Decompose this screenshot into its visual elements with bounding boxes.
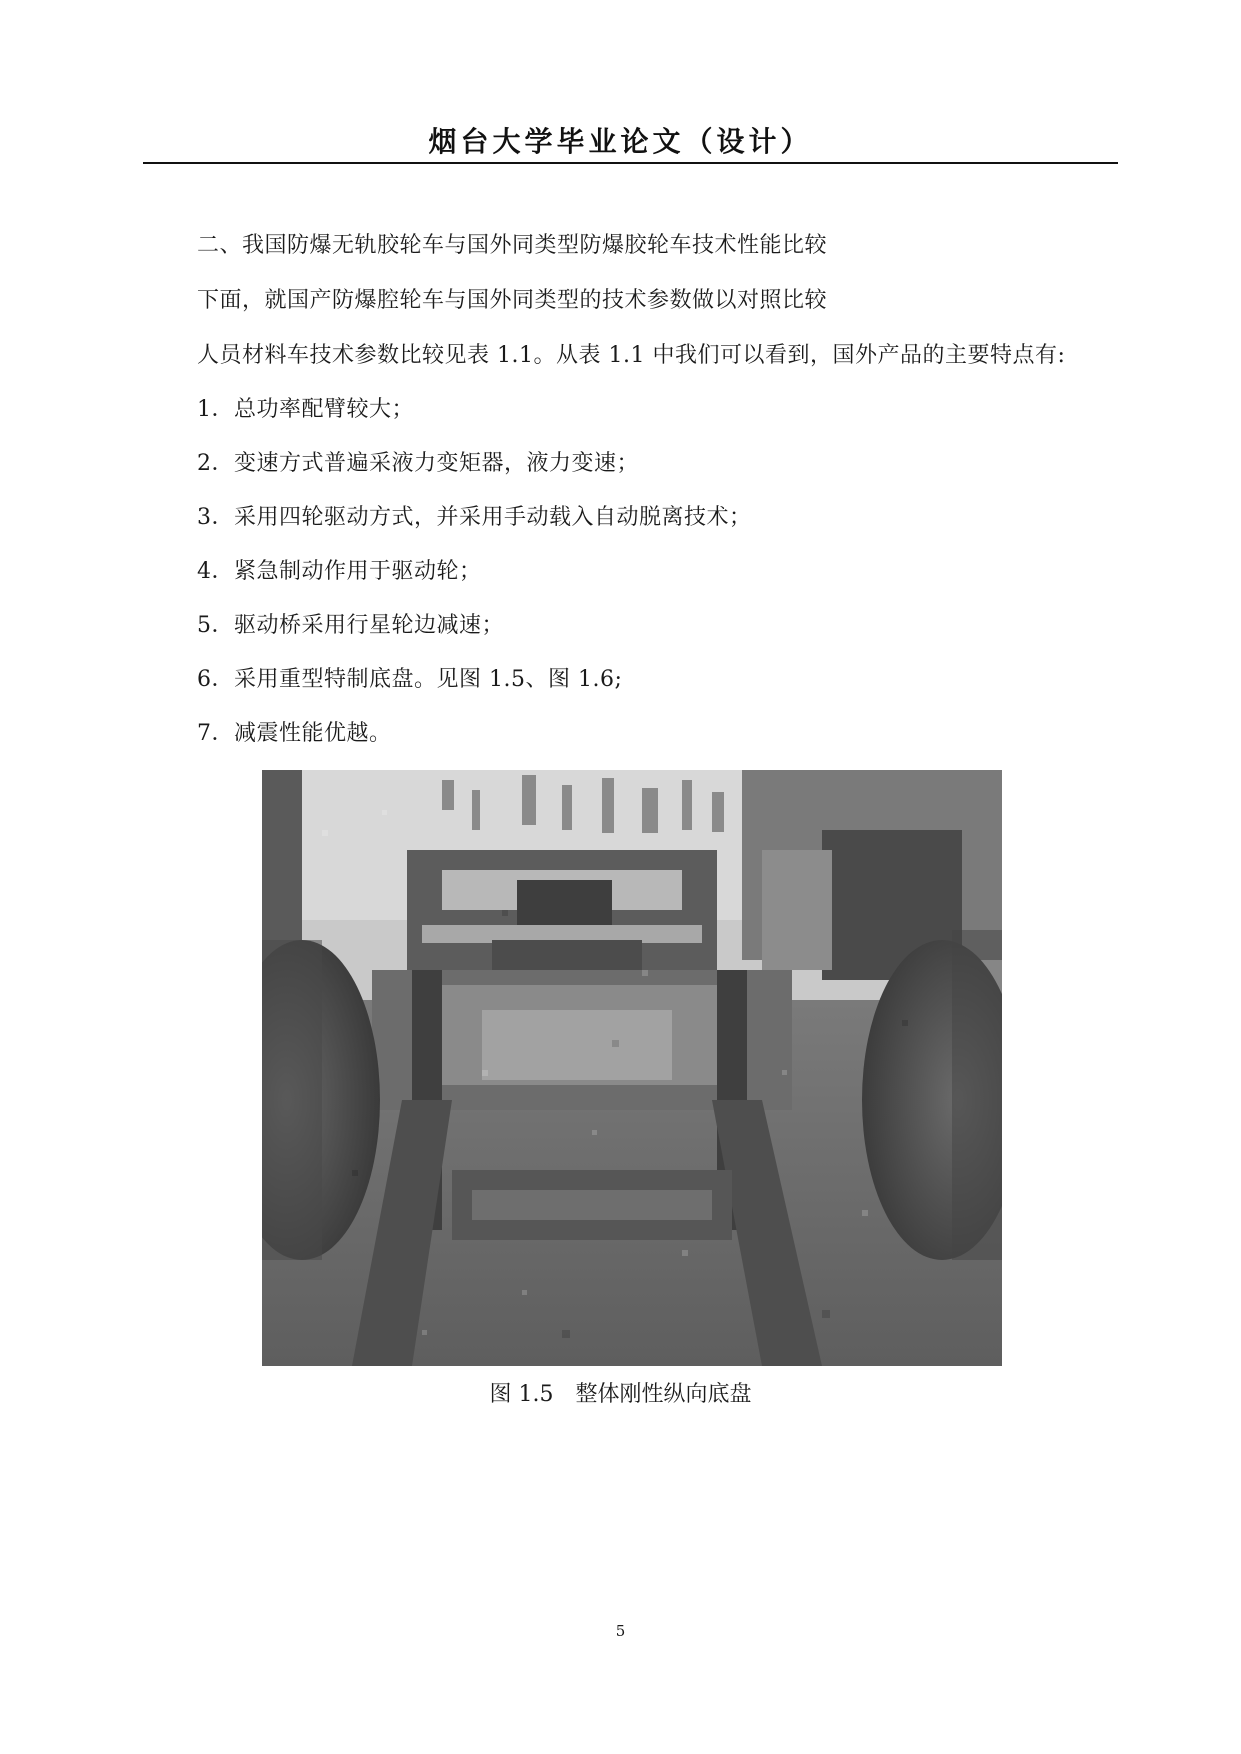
- figure-caption: 图 1.5 整体刚性纵向底盘: [489, 1382, 752, 1407]
- page-number: 5: [615, 1622, 626, 1640]
- list-item-4: 4．紧急制动作用于驱动轮；: [197, 559, 482, 584]
- list-item-3: 3．采用四轮驱动方式，并采用手动载入自动脱离技术；: [197, 505, 752, 530]
- list-item-5: 5．驱动桥采用行星轮边减速；: [197, 613, 504, 638]
- list-item-7: 7．减震性能优越。: [197, 721, 392, 746]
- section-heading: 二、我国防爆无轨胶轮车与国外同类型防爆胶轮车技术性能比较: [197, 233, 828, 258]
- paragraph-table-ref: 人员材料车技术参数比较见表 1.1。从表 1.1 中我们可以看到，国外产品的主要特点有:: [197, 343, 1066, 368]
- page-header-title: 烟台大学毕业论文（设计）: [428, 125, 813, 158]
- chassis-photo: [262, 770, 1002, 1366]
- list-item-2: 2．变速方式普遍采液力变矩器，液力变速；: [197, 451, 639, 476]
- header-divider: [143, 162, 1118, 164]
- list-item-1: 1．总功率配臂较大；: [197, 397, 414, 422]
- paragraph-intro: 下面，就国产防爆腔轮车与国外同类型的技术参数做以对照比较: [197, 288, 828, 313]
- list-item-6: 6．采用重型特制底盘。见图 1.5、图 1.6;: [197, 667, 623, 692]
